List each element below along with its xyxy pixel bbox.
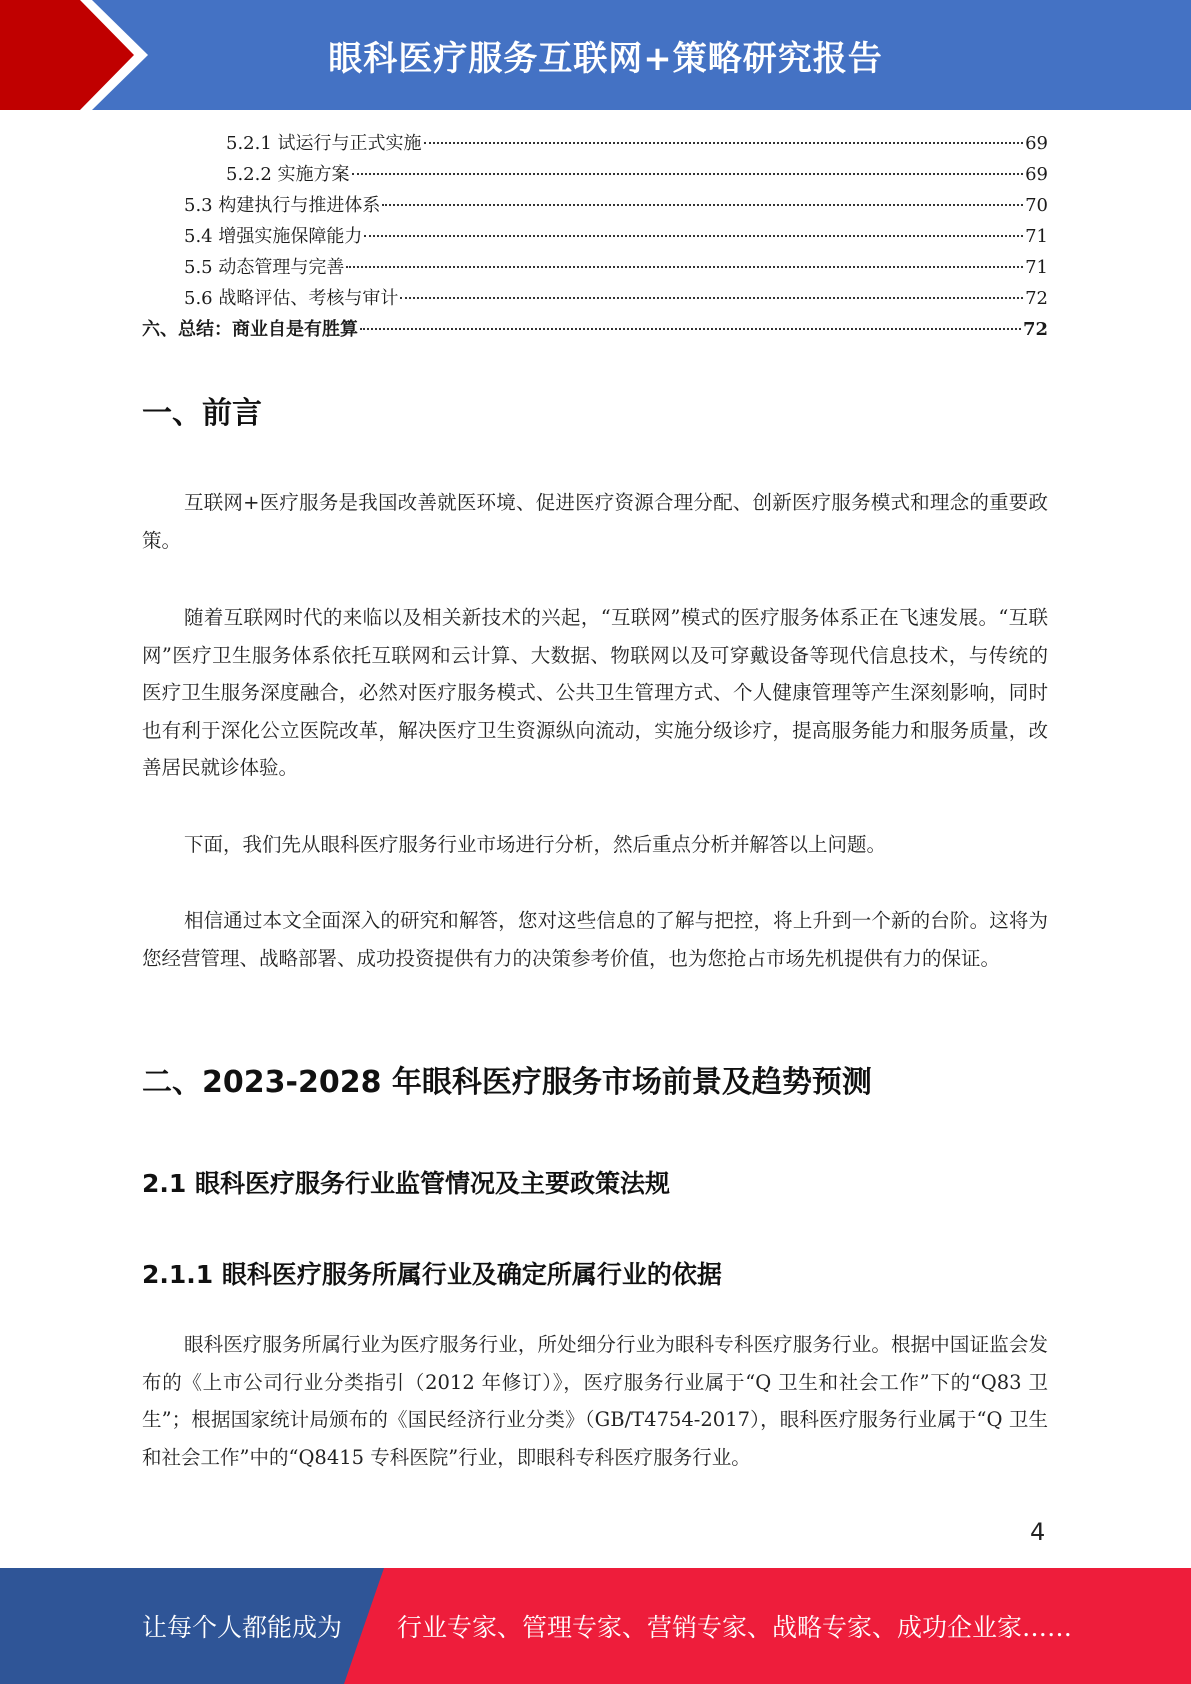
table-of-contents bbox=[142, 128, 1048, 345]
toc-entry[interactable] bbox=[142, 314, 1048, 345]
report-title: 眼科医疗服务互联网+策略研究报告 bbox=[328, 38, 883, 79]
toc-entry-label: 5.4 增强实施保障能力 bbox=[184, 226, 363, 247]
subsection-heading: 2.1 眼科医疗服务行业监管情况及主要政策法规 bbox=[142, 1169, 670, 1198]
toc-entry-page: 72 bbox=[1025, 288, 1048, 309]
toc-leader-dots bbox=[346, 266, 1023, 268]
toc-entry-label: 5.3 构建执行与推进体系 bbox=[184, 195, 381, 216]
footer-slogan-left: 让每个人都能成为 bbox=[142, 1613, 343, 1642]
toc-leader-dots bbox=[352, 173, 1024, 175]
toc-entry-page: 69 bbox=[1025, 133, 1048, 154]
toc-entry-label: 六、总结：商业自是有胜算 bbox=[142, 319, 358, 340]
toc-entry[interactable] bbox=[142, 283, 1048, 314]
toc-leader-dots bbox=[424, 142, 1024, 144]
toc-entry-label: 5.2.1 试运行与正式实施 bbox=[226, 133, 422, 154]
toc-entry-label: 5.6 战略评估、考核与审计 bbox=[184, 288, 399, 309]
toc-entry-label: 5.5 动态管理与完善 bbox=[184, 257, 345, 278]
footer-slogan-right: 行业专家、管理专家、营销专家、战略专家、成功企业家…… bbox=[397, 1613, 1073, 1642]
body-paragraph: 随着互联网时代的来临以及相关新技术的兴起，“互联网”模式的医疗服务体系正在飞速发展。“互联网”医疗卫生服务体系依托互联网和云计算、大数据、物联网以及可穿戴设备等现代信息技术，与传统的医疗卫生服务深度融合，必然对医疗服务模式、公共卫生管理方式、个人健康管理等产生深刻影响，同时也有利于深化公立医院改革，解决医疗卫生资源纵向流动，实施分级诊疗，提高服务能力和服务质量，改善居民就诊体验。 bbox=[142, 606, 1048, 779]
toc-entry[interactable] bbox=[142, 128, 1048, 159]
section-heading-market-outlook: 二、2023-2028 年眼科医疗服务市场前景及趋势预测 bbox=[142, 1065, 872, 1100]
footer-banner bbox=[0, 1568, 1191, 1684]
toc-entry-page: 71 bbox=[1025, 226, 1048, 247]
body-paragraph: 互联网+医疗服务是我国改善就医环境、促进医疗资源合理分配、创新医疗服务模式和理念的重要政策。 bbox=[142, 491, 1048, 552]
toc-leader-dots bbox=[400, 297, 1023, 299]
body-paragraph: 相信通过本文全面深入的研究和解答，您对这些信息的了解与把控，将上升到一个新的台阶。这将为您经营管理、战略部署、成功投资提供有力的决策参考价值，也为您抢占市场先机提供有力的保证。 bbox=[142, 909, 1048, 970]
subsection-heading: 2.1.1 眼科医疗服务所属行业及确定所属行业的依据 bbox=[142, 1260, 722, 1289]
toc-entry[interactable] bbox=[142, 159, 1048, 190]
toc-entry-page: 72 bbox=[1022, 319, 1048, 340]
body-paragraph: 下面，我们先从眼科医疗服务行业市场进行分析，然后重点分析并解答以上问题。 bbox=[184, 833, 887, 856]
toc-entry[interactable] bbox=[142, 190, 1048, 221]
toc-entry[interactable] bbox=[142, 252, 1048, 283]
toc-leader-dots bbox=[364, 235, 1023, 237]
toc-entry-page: 71 bbox=[1025, 257, 1048, 278]
body-paragraph: 眼科医疗服务所属行业为医疗服务行业，所处细分行业为眼科专科医疗服务行业。根据中国证监会发布的《上市公司行业分类指引（2012 年修订）》，医疗服务行业属于“Q 卫生和社会工作”下的“Q83 卫生”；根据国家统计局颁布的《国民经济行业分类》（GB/T4754-2017），眼科医疗服务行业属于“Q 卫生和社会工作”中的“Q8415 专科医院”行业，即眼科专科医疗服务行业。 bbox=[142, 1333, 1048, 1469]
page-number: 4 bbox=[1030, 1518, 1046, 1546]
toc-entry[interactable] bbox=[142, 221, 1048, 252]
section-heading-preface: 一、前言 bbox=[142, 396, 262, 431]
toc-leader-dots bbox=[360, 328, 1021, 330]
toc-entry-page: 70 bbox=[1025, 195, 1048, 216]
header-banner bbox=[0, 0, 1191, 110]
toc-entry-page: 69 bbox=[1025, 164, 1048, 185]
toc-entry-label: 5.2.2 实施方案 bbox=[226, 164, 350, 185]
toc-leader-dots bbox=[382, 204, 1023, 206]
